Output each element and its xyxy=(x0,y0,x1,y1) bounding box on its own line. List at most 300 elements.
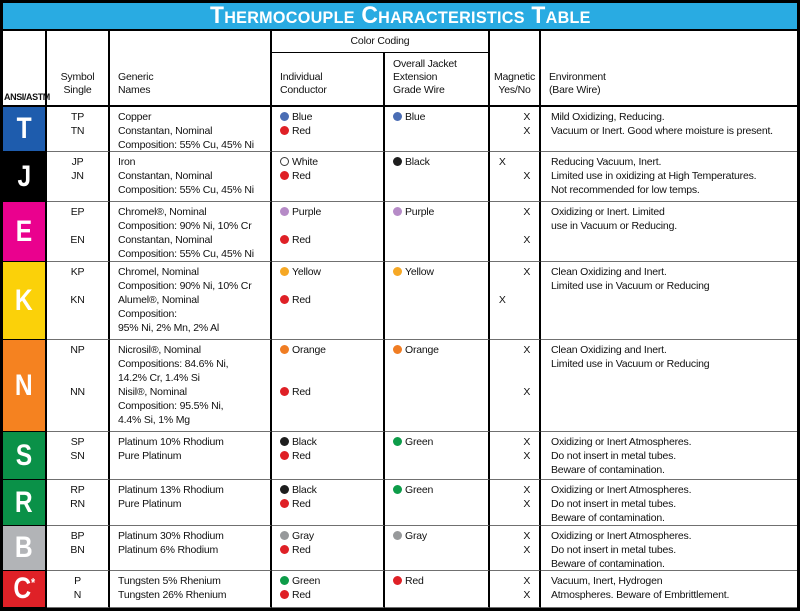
magnetic-cell xyxy=(490,432,541,480)
header-ansi-astm-label: ANSI/ASTM xyxy=(4,92,50,102)
individual-conductor-cell xyxy=(272,340,385,432)
header-environment-line2: (Bare Wire) xyxy=(549,84,601,96)
generic-name-line: Composition: 95.5% Ni, xyxy=(118,400,224,412)
gray-color-dot xyxy=(280,531,289,540)
green-color-dot xyxy=(393,485,402,494)
generic-names-cell xyxy=(110,107,272,152)
row-line xyxy=(490,588,539,602)
blue-color-dot xyxy=(280,112,289,121)
header-generic-cell xyxy=(110,31,272,105)
generic-name-line: Platinum 13% Rhodium xyxy=(118,484,224,496)
header-jacket-line3: Grade Wire xyxy=(393,84,445,96)
generic-name-line: Platinum 30% Rhodium xyxy=(118,530,224,542)
row-line xyxy=(47,357,108,371)
table-row-type-c xyxy=(3,571,797,608)
gray-color-dot xyxy=(393,531,402,540)
symbol-label: N xyxy=(73,589,82,601)
environment-line: Limited use in Vacuum or Reducing xyxy=(551,358,710,370)
magnetic-x: X xyxy=(523,125,531,137)
magnetic-x: X xyxy=(523,111,531,123)
symbol-cell xyxy=(47,526,110,571)
row-line xyxy=(490,279,539,293)
table-rows xyxy=(3,107,797,608)
row-line xyxy=(490,343,539,357)
generic-name-line: Nisil®, Nominal xyxy=(118,386,187,398)
generic-name-line: 14.2% Cr, 1.4% Si xyxy=(118,372,200,384)
row-line xyxy=(272,279,383,293)
magnetic-yes-slot xyxy=(490,233,515,247)
symbol-cell xyxy=(47,107,110,152)
magnetic-yes-slot xyxy=(490,588,515,602)
purple-color-dot xyxy=(393,207,402,216)
type-letter-cell xyxy=(3,526,47,571)
magnetic-cell xyxy=(490,340,541,432)
magnetic-yes-slot xyxy=(490,449,515,463)
magnetic-yes-slot xyxy=(490,343,515,357)
row-line xyxy=(385,343,488,357)
table-row-type-b xyxy=(3,526,797,571)
environment-cell xyxy=(541,526,797,571)
row-line xyxy=(490,357,539,371)
generic-name-line: Constantan, Nominal xyxy=(118,170,213,182)
symbol-label: BP xyxy=(70,530,85,542)
generic-name-line: Tungsten 26% Rhenium xyxy=(118,589,227,601)
generic-names-cell xyxy=(110,152,272,202)
color-label: Blue xyxy=(405,111,426,123)
individual-conductor-cell xyxy=(272,262,385,340)
type-letter: E xyxy=(15,214,33,248)
row-line xyxy=(490,219,539,233)
generic-name-line: Tungsten 5% Rhenium xyxy=(118,575,221,587)
type-letter-cell xyxy=(3,262,47,340)
symbol-label: SN xyxy=(70,450,85,462)
color-label: Red xyxy=(292,294,311,306)
magnetic-x: X xyxy=(523,436,531,448)
generic-names-cell xyxy=(110,262,272,340)
individual-conductor-cell xyxy=(272,571,385,608)
header-generic-line1: Generic xyxy=(118,71,154,83)
title-bar xyxy=(3,3,797,31)
symbol-label: TP xyxy=(70,111,85,123)
environment-cell xyxy=(541,152,797,202)
individual-conductor-cell xyxy=(272,107,385,152)
magnetic-x: X xyxy=(523,575,531,587)
magnetic-x: X xyxy=(498,156,506,168)
environment-line: Reducing Vacuum, Inert. xyxy=(551,156,662,168)
symbol-label: SP xyxy=(70,436,85,448)
header-color-coding-subcolumns xyxy=(272,53,488,105)
overall-jacket-cell xyxy=(385,262,490,340)
environment-cell xyxy=(541,571,797,608)
table-row-type-k xyxy=(3,262,797,340)
row-line xyxy=(385,529,488,543)
generic-names-cell xyxy=(110,571,272,608)
individual-conductor-cell xyxy=(272,480,385,526)
row-line xyxy=(490,435,539,449)
magnetic-x: X xyxy=(523,234,531,246)
row-line xyxy=(272,385,383,399)
environment-line: Vacuum or Inert. Good where moisture is present. xyxy=(551,125,773,137)
magnetic-yes-slot xyxy=(490,483,515,497)
page-title: Thermocouple Characteristics Table xyxy=(209,2,591,29)
overall-jacket-cell xyxy=(385,152,490,202)
green-color-dot xyxy=(393,437,402,446)
row-line xyxy=(385,205,488,219)
color-label: Gray xyxy=(292,530,314,542)
magnetic-x: X xyxy=(523,450,531,462)
symbol-label: KP xyxy=(70,266,85,278)
magnetic-yes-slot xyxy=(490,497,515,511)
environment-line: Vacuum, Inert, Hydrogen xyxy=(551,575,663,587)
magnetic-yes-slot xyxy=(490,205,515,219)
symbol-label: P xyxy=(74,575,81,587)
generic-name-line: Composition: 90% Ni, 10% Cr xyxy=(118,280,252,292)
magnetic-yes-slot xyxy=(490,529,515,543)
header-overall-jacket-cell xyxy=(385,53,488,105)
overall-jacket-cell xyxy=(385,432,490,480)
generic-name-line: Alumel®, Nominal xyxy=(118,294,199,306)
environment-line: Oxidizing or Inert Atmospheres. xyxy=(551,484,692,496)
color-label: Red xyxy=(292,386,311,398)
type-letter: K xyxy=(15,283,33,317)
magnetic-cell xyxy=(490,262,541,340)
magnetic-x: X xyxy=(523,589,531,601)
table-row-type-s xyxy=(3,432,797,480)
type-letter-cell xyxy=(3,571,47,608)
magnetic-x: X xyxy=(523,498,531,510)
row-line xyxy=(490,543,539,557)
color-label: Red xyxy=(292,498,311,510)
color-label: Red xyxy=(292,450,311,462)
row-line xyxy=(490,110,539,124)
individual-conductor-cell xyxy=(272,432,385,480)
color-label: Red xyxy=(292,544,311,556)
color-label: Blue xyxy=(292,111,313,123)
magnetic-x: X xyxy=(523,386,531,398)
color-label: Red xyxy=(292,170,311,182)
red-color-dot xyxy=(280,545,289,554)
red-color-dot xyxy=(393,576,402,585)
row-line xyxy=(272,110,383,124)
color-label: Green xyxy=(405,484,434,496)
magnetic-x: X xyxy=(498,294,506,306)
row-line xyxy=(272,529,383,543)
table-row-type-t xyxy=(3,107,797,152)
environment-line: Clean Oxidizing and Inert. xyxy=(551,266,667,278)
row-line xyxy=(490,497,539,511)
generic-name-line: Composition: 90% Ni, 10% Cr xyxy=(118,220,252,232)
yellow-color-dot xyxy=(280,267,289,276)
color-label: Gray xyxy=(405,530,427,542)
symbol-cell xyxy=(47,202,110,262)
symbol-cell xyxy=(47,262,110,340)
row-line xyxy=(490,385,539,399)
color-label: Red xyxy=(292,234,311,246)
row-line xyxy=(272,219,383,233)
generic-name-line: 4.4% Si, 1% Mg xyxy=(118,414,190,426)
color-label: Red xyxy=(405,575,424,587)
environment-line: Do not insert in metal tubes. xyxy=(551,498,676,510)
row-line xyxy=(385,483,488,497)
row-line xyxy=(272,435,383,449)
environment-line: Limited use in oxidizing at High Temperatures. xyxy=(551,170,757,182)
row-line xyxy=(490,233,539,247)
header-individual-conductor-cell xyxy=(272,53,385,105)
magnetic-x: X xyxy=(523,530,531,542)
environment-cell xyxy=(541,340,797,432)
row-line xyxy=(490,574,539,588)
generic-names-cell xyxy=(110,480,272,526)
environment-cell xyxy=(541,480,797,526)
row-line xyxy=(272,124,383,138)
row-line xyxy=(490,205,539,219)
generic-name-line: Composition: 55% Cu, 45% Ni xyxy=(118,139,254,151)
color-label: Orange xyxy=(292,344,326,356)
symbol-label: RN xyxy=(70,498,85,510)
overall-jacket-cell xyxy=(385,340,490,432)
symbol-label: KN xyxy=(70,294,85,306)
magnetic-yes-slot xyxy=(490,124,515,138)
black-color-dot xyxy=(280,437,289,446)
header-environment-line1: Environment xyxy=(549,71,606,83)
row-line xyxy=(385,265,488,279)
generic-name-line: Platinum 6% Rhodium xyxy=(118,544,219,556)
header-color-coding-cell xyxy=(272,31,490,105)
row-line xyxy=(385,155,488,169)
type-letter-cell xyxy=(3,107,47,152)
white-color-dot xyxy=(280,157,289,166)
row-line xyxy=(490,124,539,138)
color-label: Red xyxy=(292,125,311,137)
color-label: Black xyxy=(292,436,317,448)
environment-line: Oxidizing or Inert. Limited xyxy=(551,206,665,218)
magnetic-cell xyxy=(490,480,541,526)
header-environment-cell xyxy=(541,31,797,105)
red-color-dot xyxy=(280,171,289,180)
generic-name-line: Platinum 10% Rhodium xyxy=(118,436,224,448)
purple-color-dot xyxy=(280,207,289,216)
symbol-cell xyxy=(47,152,110,202)
type-letter: T xyxy=(16,112,32,145)
row-line xyxy=(272,574,383,588)
generic-name-line: Nicrosil®, Nominal xyxy=(118,344,201,356)
symbol-label: JN xyxy=(71,170,84,182)
header-magnetic-line1: Magnetic xyxy=(493,71,535,83)
row-line xyxy=(490,265,539,279)
symbol-cell xyxy=(47,480,110,526)
generic-name-line: Constantan, Nominal xyxy=(118,125,213,137)
environment-line: Do not insert in metal tubes. xyxy=(551,544,676,556)
generic-name-line: Composition: 55% Cu, 45% Ni xyxy=(118,248,254,260)
header-symbol-line1: Symbol xyxy=(60,71,95,83)
row-line xyxy=(47,371,108,385)
environment-line: Beware of contamination. xyxy=(551,558,665,570)
environment-line: Oxidizing or Inert Atmospheres. xyxy=(551,436,692,448)
symbol-label: EN xyxy=(70,234,85,246)
header-magnetic-line2: Yes/No xyxy=(498,84,531,96)
magnetic-yes-slot xyxy=(490,110,515,124)
header-magnetic-cell xyxy=(490,31,541,105)
type-letter: N xyxy=(15,368,33,402)
magnetic-x: X xyxy=(523,344,531,356)
individual-conductor-cell xyxy=(272,152,385,202)
generic-name-line: Pure Platinum xyxy=(118,498,182,510)
row-line xyxy=(47,279,108,293)
generic-names-cell xyxy=(110,526,272,571)
symbol-label: BN xyxy=(70,544,85,556)
row-line xyxy=(490,483,539,497)
row-line xyxy=(490,293,539,307)
generic-name-line: Composition: 55% Cu, 45% Ni xyxy=(118,184,254,196)
type-letter-superscript: * xyxy=(30,575,35,590)
row-line xyxy=(490,169,539,183)
environment-line: Beware of contamination. xyxy=(551,512,665,524)
overall-jacket-cell xyxy=(385,571,490,608)
row-line xyxy=(272,588,383,602)
environment-line: Not recommended for low temps. xyxy=(551,184,700,196)
magnetic-yes-slot xyxy=(490,385,515,399)
color-label: Orange xyxy=(405,344,439,356)
table-row-type-n xyxy=(3,340,797,432)
type-letter-cell xyxy=(3,340,47,432)
color-label: Green xyxy=(405,436,434,448)
green-color-dot xyxy=(280,576,289,585)
environment-line: Mild Oxidizing, Reducing. xyxy=(551,111,665,123)
environment-line: Do not insert in metal tubes. xyxy=(551,450,676,462)
symbol-label: JP xyxy=(71,156,84,168)
row-line xyxy=(272,155,383,169)
row-line xyxy=(385,110,488,124)
red-color-dot xyxy=(280,451,289,460)
generic-name-line: Chromel®, Nominal xyxy=(118,206,207,218)
header-generic-line2: Names xyxy=(118,84,151,96)
magnetic-yes-slot xyxy=(490,169,515,183)
header-color-coding-label: Color Coding xyxy=(272,31,488,53)
type-letter: J xyxy=(17,159,31,193)
type-letter: S xyxy=(15,438,33,472)
magnetic-x: X xyxy=(523,484,531,496)
type-letter: R xyxy=(15,485,33,519)
type-letter-cell xyxy=(3,432,47,480)
overall-jacket-cell xyxy=(385,480,490,526)
yellow-color-dot xyxy=(393,267,402,276)
magnetic-cell xyxy=(490,202,541,262)
row-line xyxy=(272,265,383,279)
environment-line: Limited use in Vacuum or Reducing xyxy=(551,280,710,292)
row-line xyxy=(385,435,488,449)
row-line xyxy=(272,357,383,371)
row-line xyxy=(272,293,383,307)
row-line xyxy=(47,219,108,233)
color-label: White xyxy=(292,156,318,168)
magnetic-cell xyxy=(490,152,541,202)
type-letter: B xyxy=(15,531,33,564)
row-line xyxy=(272,371,383,385)
row-line xyxy=(272,449,383,463)
magnetic-cell xyxy=(490,107,541,152)
type-letter-cell xyxy=(3,152,47,202)
environment-line: Oxidizing or Inert Atmospheres. xyxy=(551,530,692,542)
overall-jacket-cell xyxy=(385,107,490,152)
row-line xyxy=(490,529,539,543)
color-label: Black xyxy=(405,156,430,168)
magnetic-yes-slot xyxy=(490,435,515,449)
magnetic-no-slot xyxy=(515,155,540,169)
color-label: Yellow xyxy=(292,266,321,278)
environment-cell xyxy=(541,107,797,152)
symbol-cell xyxy=(47,571,110,608)
table-row-type-e xyxy=(3,202,797,262)
magnetic-x: X xyxy=(523,206,531,218)
environment-cell xyxy=(541,262,797,340)
individual-conductor-cell xyxy=(272,202,385,262)
generic-name-line: Constantan, Nominal xyxy=(118,234,213,246)
magnetic-x: X xyxy=(523,266,531,278)
magnetic-x: X xyxy=(523,544,531,556)
header-jacket-line1: Overall Jacket xyxy=(393,58,457,70)
row-line xyxy=(385,574,488,588)
red-color-dot xyxy=(280,590,289,599)
row-line xyxy=(490,155,539,169)
type-letter-cell xyxy=(3,202,47,262)
generic-name-line: Composition: xyxy=(118,308,177,320)
row-line xyxy=(490,449,539,463)
row-line xyxy=(272,233,383,247)
row-line xyxy=(272,543,383,557)
type-letter: C* xyxy=(13,572,35,605)
red-color-dot xyxy=(280,295,289,304)
row-line xyxy=(272,483,383,497)
color-label: Black xyxy=(292,484,317,496)
generic-name-line: Chromel, Nominal xyxy=(118,266,199,278)
overall-jacket-cell xyxy=(385,202,490,262)
table-row-type-r xyxy=(3,480,797,526)
symbol-label: NN xyxy=(70,386,85,398)
color-label: Purple xyxy=(292,206,322,218)
symbol-label: TN xyxy=(70,125,85,137)
orange-color-dot xyxy=(280,345,289,354)
generic-names-cell xyxy=(110,340,272,432)
red-color-dot xyxy=(280,126,289,135)
color-label: Red xyxy=(292,589,311,601)
header-individual-line1: Individual xyxy=(280,71,323,83)
generic-name-line: Iron xyxy=(118,156,136,168)
header-ansi-astm-cell xyxy=(3,31,50,105)
magnetic-yes-slot xyxy=(490,574,515,588)
table-header xyxy=(3,31,797,107)
header-symbol-line2: Single xyxy=(63,84,92,96)
header-jacket-line2: Extension xyxy=(393,71,438,83)
overall-jacket-cell xyxy=(385,526,490,571)
color-label: Green xyxy=(292,575,321,587)
magnetic-yes-slot xyxy=(490,265,515,279)
individual-conductor-cell xyxy=(272,526,385,571)
row-line xyxy=(490,371,539,385)
environment-line: Clean Oxidizing and Inert. xyxy=(551,344,667,356)
environment-line: Atmospheres. Beware of Embrittlement. xyxy=(551,589,730,601)
orange-color-dot xyxy=(393,345,402,354)
header-symbol-cell xyxy=(47,31,110,105)
environment-line: Beware of contamination. xyxy=(551,464,665,476)
black-color-dot xyxy=(393,157,402,166)
table-row-type-j xyxy=(3,152,797,202)
magnetic-no-slot xyxy=(515,293,540,307)
symbol-label: EP xyxy=(70,206,85,218)
red-color-dot xyxy=(280,235,289,244)
symbol-label: RP xyxy=(70,484,85,496)
header-individual-line2: Conductor xyxy=(280,84,327,96)
red-color-dot xyxy=(280,387,289,396)
